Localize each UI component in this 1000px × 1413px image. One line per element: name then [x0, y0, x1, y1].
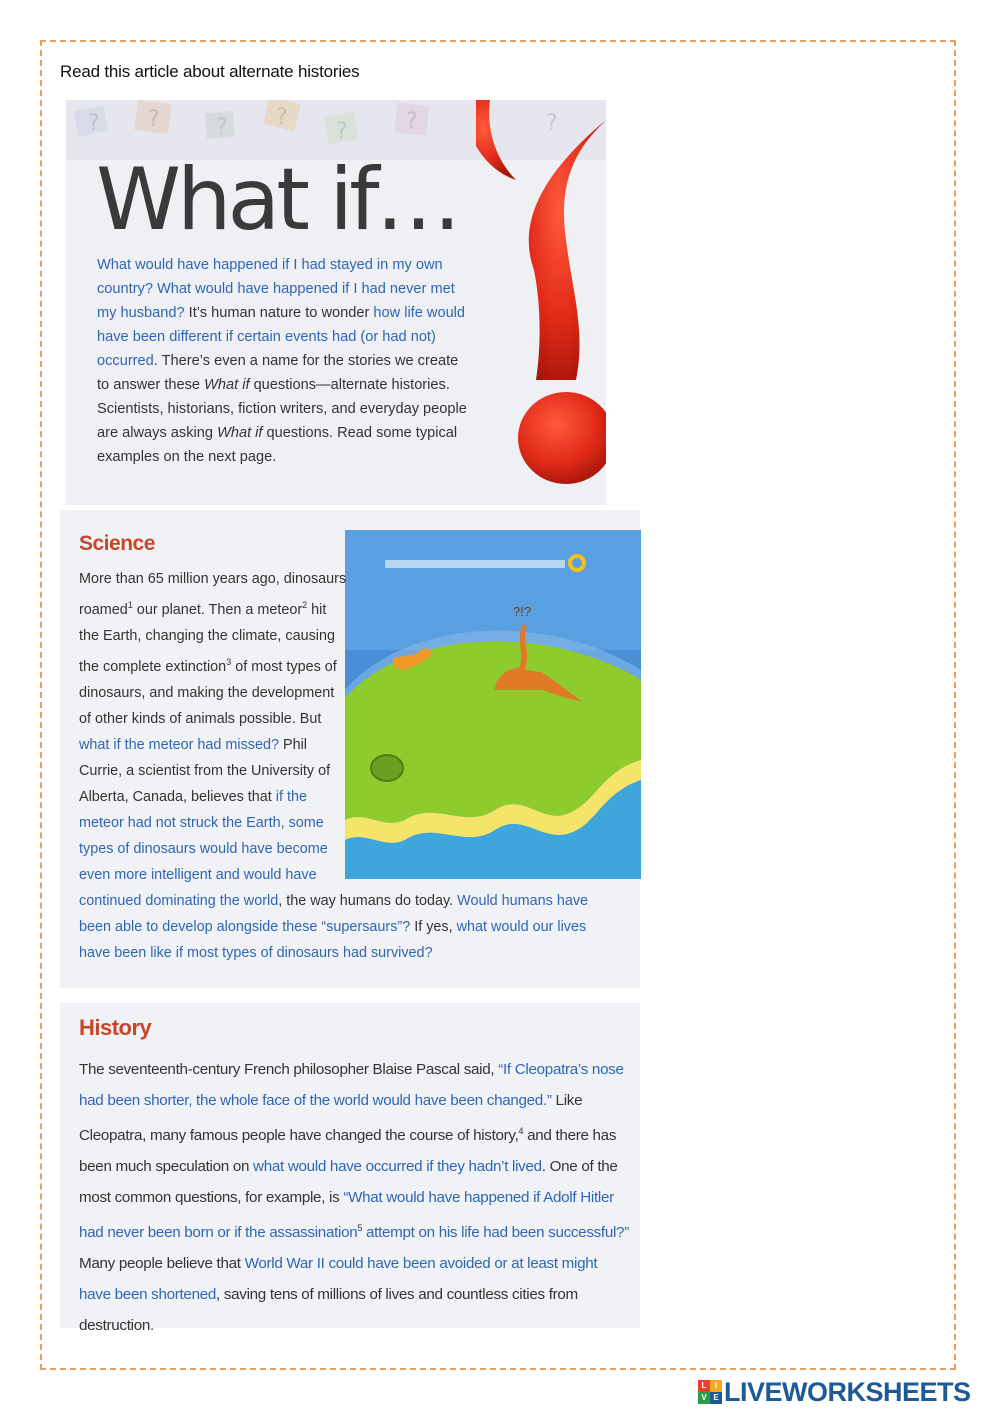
liveworksheets-logo-text: LIVEWORKSHEETS: [724, 1376, 971, 1407]
intro-panel: [66, 100, 606, 505]
intro-highlight: how life would have been different if certain events had (or had not) occurred: [97, 305, 466, 369]
history-section: [60, 1003, 640, 1335]
article-title: What if…: [96, 150, 458, 250]
history-text-6: , saving tens of millions of lives and countless cities from destruction.: [79, 1286, 578, 1335]
history-text-3: and there has been much speculation on: [79, 1127, 617, 1176]
liveworksheets-logo-icon: [698, 1380, 722, 1404]
science-highlight-4: what would our lives have been like if most types of dinosaurs had survived?: [79, 918, 587, 961]
intro-em-2: What if: [217, 425, 263, 441]
history-highlight-1: “If Cleopatra’s nose had been shorter, the whole face of the world would have been changed.”: [79, 1061, 624, 1109]
science-section: [60, 510, 640, 988]
intro-text-3: questions—alternate histories. Scientists, historians, fiction writers, and everyday people are always asking: [97, 377, 467, 441]
intro-text-2: . There’s even a name for the stories we create to answer these: [97, 353, 459, 393]
history-highlight-2: what would have occurred if they hadn’t lived: [253, 1158, 542, 1176]
intro-em-1: What if: [204, 377, 250, 393]
svg-text:?: ?: [148, 107, 160, 132]
intro-question: What would have happened if I had stayed in my own country? What would have happened if I had never met my husband?: [97, 257, 455, 321]
science-text-4: of most types of dinosaurs, and making the development of other kinds of animals possible. But: [79, 658, 337, 727]
science-text-5: Phil Currie, a scientist from the University of Alberta, Canada, believes that: [79, 736, 331, 805]
logo-letter-e: E: [710, 1392, 722, 1404]
science-highlight-3: Would humans have been able to develop alongside these “supersaurs”?: [79, 892, 589, 935]
dinosaur-speech-text: ?!?: [513, 604, 532, 619]
science-paragraph: [79, 566, 619, 966]
science-highlight-1: what if the meteor had missed?: [79, 736, 279, 753]
history-text-5: Many people believe that: [79, 1255, 245, 1273]
science-heading: Science: [79, 532, 155, 555]
logo-letter-l: L: [698, 1380, 710, 1392]
history-paragraph: [79, 1054, 629, 1341]
science-text-2: our planet. Then a meteor: [132, 601, 303, 618]
history-highlight-4: attempt on his life had been successful?”: [362, 1224, 629, 1242]
science-text-1: More than 65 million years ago, dinosaurs roamed: [79, 571, 347, 618]
science-text-3: hit the Earth, changing the climate, causing the complete extinction: [79, 601, 335, 675]
logo-letter-i: I: [710, 1380, 722, 1392]
footnote-2: 2: [302, 600, 308, 610]
history-highlight-5: World War II could have been avoided or at least might have been shortened: [79, 1255, 598, 1304]
intro-text-4: questions. Read some typical examples on the next page.: [97, 425, 458, 465]
footnote-5: 5: [357, 1223, 363, 1234]
history-heading: History: [79, 1015, 152, 1040]
image-float-spacer: [349, 566, 619, 884]
intro-paragraph: [97, 253, 467, 469]
instruction-text: Read this article about alternate histories: [60, 62, 360, 81]
history-text-2: Like Cleopatra, many famous people have changed the course of history,: [79, 1092, 583, 1145]
intro-text-1: It’s human nature to wonder: [184, 305, 374, 321]
footnote-4: 4: [518, 1126, 524, 1136]
history-highlight-3: “What would have happened if Adolf Hitler had never been born or if the assassination: [79, 1189, 614, 1242]
svg-text:?: ?: [546, 111, 558, 136]
footnote-3: 3: [226, 656, 232, 667]
history-text-4: . One of the most common questions, for example, is: [79, 1158, 618, 1207]
svg-text:?: ?: [406, 109, 418, 134]
science-text-7: If yes,: [410, 918, 457, 935]
history-text-1: The seventeenth-century French philosopher Blaise Pascal said,: [79, 1061, 499, 1078]
liveworksheets-logo[interactable]: [698, 1376, 971, 1408]
svg-text:?: ?: [336, 119, 348, 144]
svg-text:?: ?: [276, 105, 288, 130]
logo-letter-v: V: [698, 1392, 710, 1404]
svg-text:?: ?: [88, 111, 100, 136]
footnote-1: 1: [127, 600, 133, 610]
science-highlight-2: if the meteor had not struck the Earth, some types of dinosaurs would have become even more intelligent and would have continued dominating the world: [79, 788, 328, 909]
red-question-mark-icon: [476, 100, 606, 505]
science-text-6: , the way humans do today.: [278, 892, 458, 909]
svg-text:?: ?: [216, 115, 228, 140]
